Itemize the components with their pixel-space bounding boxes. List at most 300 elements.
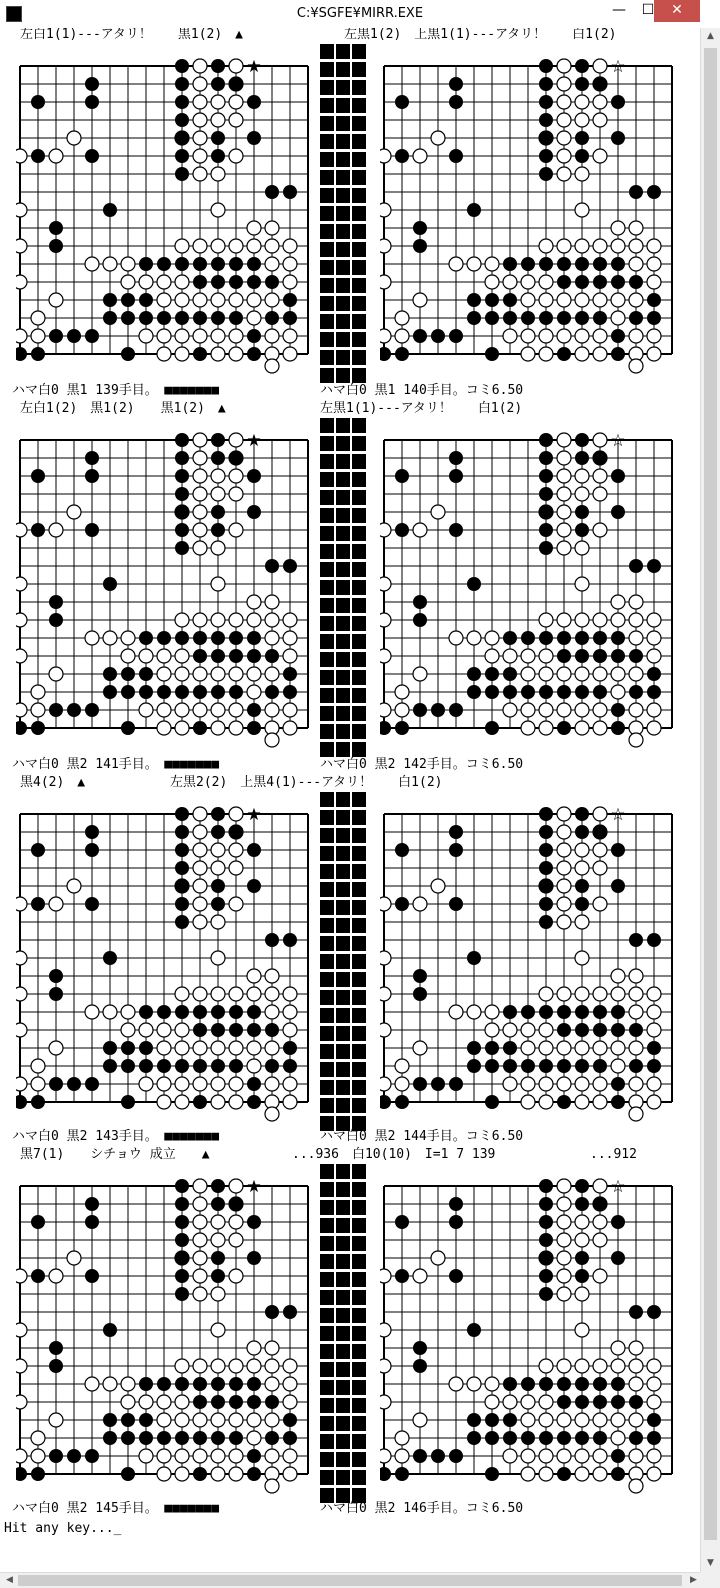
separator-block: [352, 846, 366, 861]
black-stone: [103, 1431, 117, 1445]
black-stone: [211, 275, 225, 289]
white-stone: [647, 329, 661, 343]
black-stone: [539, 167, 553, 181]
white-stone: [647, 703, 661, 717]
separator-block: [352, 1098, 366, 1113]
black-stone: [193, 347, 207, 361]
white-stone: [229, 703, 243, 717]
white-stone: [380, 239, 391, 253]
black-stone: [31, 1095, 45, 1109]
black-stone: [85, 1269, 99, 1283]
black-stone: [539, 1269, 553, 1283]
black-stone: [395, 1095, 409, 1109]
white-stone: [503, 275, 517, 289]
white-stone: [16, 1359, 27, 1373]
white-stone: [31, 329, 45, 343]
separator-block: [336, 972, 350, 987]
black-stone: [467, 667, 481, 681]
white-stone: [611, 293, 625, 307]
black-stone: [211, 1269, 225, 1283]
scroll-right-arrow-icon[interactable]: ▶: [684, 1573, 703, 1588]
black-stone: [211, 1059, 225, 1073]
separator-block: [336, 224, 350, 239]
black-stone: [593, 1023, 607, 1037]
black-stone: [31, 523, 45, 537]
white-stone: [283, 239, 297, 253]
separator-block: [320, 490, 334, 505]
black-stone: [611, 649, 625, 663]
separator-block: [320, 562, 334, 577]
separator-block: [336, 1236, 350, 1251]
black-stone: [539, 879, 553, 893]
white-stone: [557, 613, 571, 627]
white-stone: [521, 1449, 535, 1463]
white-stone: [49, 667, 63, 681]
black-stone: [283, 1413, 297, 1427]
panel-1-footer-right: ハマ白0 黒1 140手目。コミ6.50: [320, 383, 524, 398]
white-stone: [229, 59, 243, 73]
white-stone: [611, 595, 625, 609]
separator-block: [352, 508, 366, 523]
white-stone: [539, 1041, 553, 1055]
separator-block: [352, 1362, 366, 1377]
separator-block: [336, 1044, 350, 1059]
black-stone: [157, 1059, 171, 1073]
black-stone: [193, 1395, 207, 1409]
black-stone: [503, 631, 517, 645]
white-stone: [557, 433, 571, 447]
white-stone: [49, 897, 63, 911]
separator-block: [336, 436, 350, 451]
white-stone: [16, 1395, 27, 1409]
panel-1-header-right: 左黒1(2) 上黒1(1)---アタリ！ 白1(2): [344, 28, 617, 42]
black-stone: [121, 685, 135, 699]
white-stone: [485, 1005, 499, 1019]
separator-block: [320, 846, 334, 861]
separator-block: [320, 972, 334, 987]
separator-block: [336, 454, 350, 469]
separator-block: [336, 1380, 350, 1395]
black-stone: [539, 433, 553, 447]
white-stone: [557, 987, 571, 1001]
horizontal-scroll-thumb[interactable]: [18, 1575, 682, 1586]
close-button[interactable]: ✕: [654, 0, 700, 22]
black-stone: [380, 347, 391, 361]
black-stone: [211, 685, 225, 699]
black-stone: [575, 825, 589, 839]
black-stone: [593, 649, 607, 663]
black-stone: [139, 1413, 153, 1427]
white-stone: [575, 95, 589, 109]
last-move-white-star-icon: ☆: [610, 57, 626, 77]
white-stone: [265, 293, 279, 307]
black-stone: [265, 1305, 279, 1319]
white-stone: [539, 239, 553, 253]
separator-block: [336, 1182, 350, 1197]
white-stone: [229, 667, 243, 681]
white-stone: [16, 239, 27, 253]
white-stone: [521, 275, 535, 289]
panel-4-header-mid: ...936 白10(10) I=1 7 139: [292, 1147, 496, 1162]
black-stone: [193, 1377, 207, 1391]
white-stone: [229, 347, 243, 361]
separator-block: [352, 1344, 366, 1359]
black-stone: [49, 329, 63, 343]
separator-block: [320, 1044, 334, 1059]
black-stone: [611, 1023, 625, 1037]
black-stone: [647, 933, 661, 947]
white-stone: [539, 667, 553, 681]
white-stone: [593, 843, 607, 857]
black-stone: [193, 1467, 207, 1481]
separator-block: [336, 634, 350, 649]
separator-block: [336, 1200, 350, 1215]
white-stone: [157, 649, 171, 663]
black-stone: [265, 649, 279, 663]
white-stone: [283, 257, 297, 271]
white-stone: [539, 1077, 553, 1091]
white-stone: [193, 1449, 207, 1463]
white-stone: [31, 703, 45, 717]
separator-block: [352, 224, 366, 239]
separator-block: [352, 98, 366, 113]
black-stone: [31, 1215, 45, 1229]
black-stone: [193, 275, 207, 289]
white-stone: [67, 879, 81, 893]
white-stone: [193, 613, 207, 627]
white-stone: [593, 1413, 607, 1427]
white-stone: [283, 347, 297, 361]
black-stone: [611, 1077, 625, 1091]
black-stone: [575, 649, 589, 663]
black-stone: [85, 469, 99, 483]
black-stone: [557, 275, 571, 289]
white-stone: [229, 1215, 243, 1229]
white-stone: [283, 721, 297, 735]
black-stone: [175, 879, 189, 893]
white-stone: [521, 1041, 535, 1055]
white-stone: [611, 1041, 625, 1055]
white-stone: [121, 649, 135, 663]
black-stone: [211, 1197, 225, 1211]
white-stone: [629, 1359, 643, 1373]
white-stone: [211, 613, 225, 627]
white-stone: [593, 1449, 607, 1463]
maximize-button[interactable]: ☐: [641, 2, 655, 18]
black-stone: [139, 1059, 153, 1073]
go-board-right-3: [380, 792, 674, 1132]
white-stone: [611, 613, 625, 627]
white-stone: [629, 733, 643, 747]
black-stone: [611, 131, 625, 145]
black-stone: [413, 613, 427, 627]
horizontal-scrollbar[interactable]: [0, 1572, 700, 1588]
white-stone: [265, 1077, 279, 1091]
white-stone: [229, 487, 243, 501]
white-stone: [265, 733, 279, 747]
black-stone: [85, 703, 99, 717]
separator-block: [336, 44, 350, 59]
white-stone: [283, 1377, 297, 1391]
white-stone: [265, 703, 279, 717]
black-stone: [503, 1377, 517, 1391]
white-stone: [85, 631, 99, 645]
black-stone: [175, 1251, 189, 1265]
black-stone: [557, 649, 571, 663]
black-stone: [449, 95, 463, 109]
white-stone: [575, 1041, 589, 1055]
black-stone: [485, 1413, 499, 1427]
separator-block: [320, 706, 334, 721]
black-stone: [229, 1377, 243, 1391]
white-stone: [575, 1359, 589, 1373]
panel-3-header-mid: 左黒2(2) 上黒4(1)---アタリ！ 白1(2): [170, 775, 443, 790]
white-stone: [575, 469, 589, 483]
white-stone: [629, 1341, 643, 1355]
black-stone: [175, 95, 189, 109]
white-stone: [121, 1395, 135, 1409]
black-stone: [229, 77, 243, 91]
white-stone: [193, 825, 207, 839]
black-stone: [85, 523, 99, 537]
separator-block: [336, 652, 350, 667]
black-stone: [575, 1395, 589, 1409]
last-move-black-star-icon: ★: [246, 57, 262, 77]
white-stone: [211, 167, 225, 181]
white-stone: [593, 433, 607, 447]
black-stone: [229, 275, 243, 289]
white-stone: [175, 613, 189, 627]
white-stone: [229, 843, 243, 857]
white-stone: [593, 293, 607, 307]
white-stone: [283, 613, 297, 627]
scroll-up-arrow-icon[interactable]: ▲: [701, 28, 720, 45]
white-stone: [229, 293, 243, 307]
separator-block: [320, 1218, 334, 1233]
black-stone: [539, 1197, 553, 1211]
white-stone: [157, 1413, 171, 1427]
black-stone: [31, 469, 45, 483]
separator-block: [336, 846, 350, 861]
white-stone: [521, 703, 535, 717]
white-stone: [139, 703, 153, 717]
black-stone: [49, 703, 63, 717]
black-stone: [539, 1233, 553, 1247]
white-stone: [157, 347, 171, 361]
separator-block: [352, 670, 366, 685]
black-stone: [611, 1215, 625, 1229]
white-stone: [121, 1005, 135, 1019]
separator-block: [336, 526, 350, 541]
white-stone: [380, 897, 391, 911]
black-stone: [539, 1215, 553, 1229]
black-stone: [85, 329, 99, 343]
black-stone: [647, 293, 661, 307]
white-stone: [611, 311, 625, 325]
white-stone: [229, 239, 243, 253]
black-stone: [157, 257, 171, 271]
black-stone: [85, 77, 99, 91]
black-stone: [175, 451, 189, 465]
white-stone: [575, 347, 589, 361]
white-stone: [413, 293, 427, 307]
white-stone: [211, 293, 225, 307]
white-stone: [16, 1269, 27, 1283]
white-stone: [593, 347, 607, 361]
black-stone: [175, 685, 189, 699]
separator-block: [320, 1398, 334, 1413]
white-stone: [611, 221, 625, 235]
black-stone: [539, 685, 553, 699]
white-stone: [647, 1395, 661, 1409]
white-stone: [283, 1095, 297, 1109]
panel-2-header-right: 左黒1(1)---アタリ！ 白1(2): [320, 401, 523, 416]
separator-block: [320, 170, 334, 185]
black-stone: [575, 433, 589, 447]
black-stone: [449, 149, 463, 163]
black-stone: [85, 451, 99, 465]
separator-block: [336, 1290, 350, 1305]
black-stone: [557, 1059, 571, 1073]
black-stone: [247, 469, 261, 483]
vertical-scroll-thumb[interactable]: [704, 48, 717, 1540]
white-stone: [193, 487, 207, 501]
white-stone: [16, 897, 27, 911]
resize-corner[interactable]: [700, 1572, 720, 1588]
separator-block: [320, 828, 334, 843]
black-stone: [265, 275, 279, 289]
white-stone: [647, 987, 661, 1001]
white-stone: [629, 1005, 643, 1019]
white-stone: [467, 631, 481, 645]
white-stone: [265, 1479, 279, 1493]
black-stone: [175, 825, 189, 839]
white-stone: [157, 1449, 171, 1463]
white-stone: [121, 275, 135, 289]
white-stone: [193, 1041, 207, 1055]
white-stone: [157, 275, 171, 289]
black-stone: [521, 685, 535, 699]
white-stone: [211, 1287, 225, 1301]
black-stone: [575, 523, 589, 537]
black-stone: [193, 1095, 207, 1109]
black-stone: [413, 1359, 427, 1373]
white-stone: [647, 1467, 661, 1481]
black-stone: [449, 523, 463, 537]
white-stone: [67, 131, 81, 145]
black-stone: [193, 721, 207, 735]
white-stone: [211, 1041, 225, 1055]
separator-block: [336, 1470, 350, 1485]
black-stone: [211, 1431, 225, 1445]
scroll-left-arrow-icon[interactable]: ◀: [0, 1573, 19, 1588]
black-stone: [629, 1059, 643, 1073]
vertical-scrollbar[interactable]: [700, 28, 720, 1572]
title-bar[interactable]: [0, 0, 720, 29]
black-stone: [247, 1251, 261, 1265]
black-stone: [611, 1395, 625, 1409]
black-stone: [247, 1395, 261, 1409]
white-stone: [211, 1323, 225, 1337]
separator-block: [320, 332, 334, 347]
white-stone: [593, 523, 607, 537]
black-stone: [485, 1431, 499, 1445]
white-stone: [175, 1359, 189, 1373]
white-stone: [211, 1413, 225, 1427]
white-stone: [413, 1413, 427, 1427]
separator-block: [320, 296, 334, 311]
white-stone: [647, 1377, 661, 1391]
black-stone: [503, 257, 517, 271]
black-stone: [247, 1023, 261, 1037]
black-stone: [449, 451, 463, 465]
white-stone: [265, 1107, 279, 1121]
black-stone: [557, 1467, 571, 1481]
prompt-line: Hit any key..._: [4, 1521, 122, 1536]
white-stone: [557, 487, 571, 501]
white-stone: [467, 1005, 481, 1019]
white-stone: [85, 1005, 99, 1019]
white-stone: [629, 1479, 643, 1493]
white-stone: [229, 807, 243, 821]
white-stone: [557, 1233, 571, 1247]
black-stone: [31, 843, 45, 857]
white-stone: [647, 613, 661, 627]
separator-block: [352, 544, 366, 559]
white-stone: [211, 1215, 225, 1229]
scroll-down-arrow-icon[interactable]: ▼: [701, 1555, 720, 1572]
separator-block: [352, 972, 366, 987]
black-stone: [467, 293, 481, 307]
black-stone: [467, 203, 481, 217]
white-stone: [467, 1377, 481, 1391]
white-stone: [629, 293, 643, 307]
separator-block: [336, 508, 350, 523]
black-stone: [49, 1077, 63, 1091]
black-stone: [139, 631, 153, 645]
white-stone: [265, 329, 279, 343]
separator-block: [336, 936, 350, 951]
white-stone: [16, 951, 27, 965]
white-stone: [575, 703, 589, 717]
black-stone: [557, 347, 571, 361]
separator-block: [352, 724, 366, 739]
white-stone: [521, 347, 535, 361]
white-stone: [557, 167, 571, 181]
separator-block: [336, 1308, 350, 1323]
white-stone: [485, 631, 499, 645]
white-stone: [139, 1023, 153, 1037]
minimize-button[interactable]: —: [612, 2, 626, 18]
black-stone: [139, 1005, 153, 1019]
separator-block: [320, 598, 334, 613]
black-stone: [539, 131, 553, 145]
black-stone: [449, 469, 463, 483]
white-stone: [139, 1449, 153, 1463]
black-stone: [611, 95, 625, 109]
black-stone: [557, 257, 571, 271]
black-stone: [467, 1059, 481, 1073]
white-stone: [539, 649, 553, 663]
go-board-left-4: [16, 1164, 310, 1504]
white-stone: [211, 721, 225, 735]
white-stone: [557, 59, 571, 73]
white-stone: [647, 1005, 661, 1019]
black-stone: [211, 433, 225, 447]
separator-block: [336, 206, 350, 221]
white-stone: [193, 897, 207, 911]
separator-block: [320, 188, 334, 203]
